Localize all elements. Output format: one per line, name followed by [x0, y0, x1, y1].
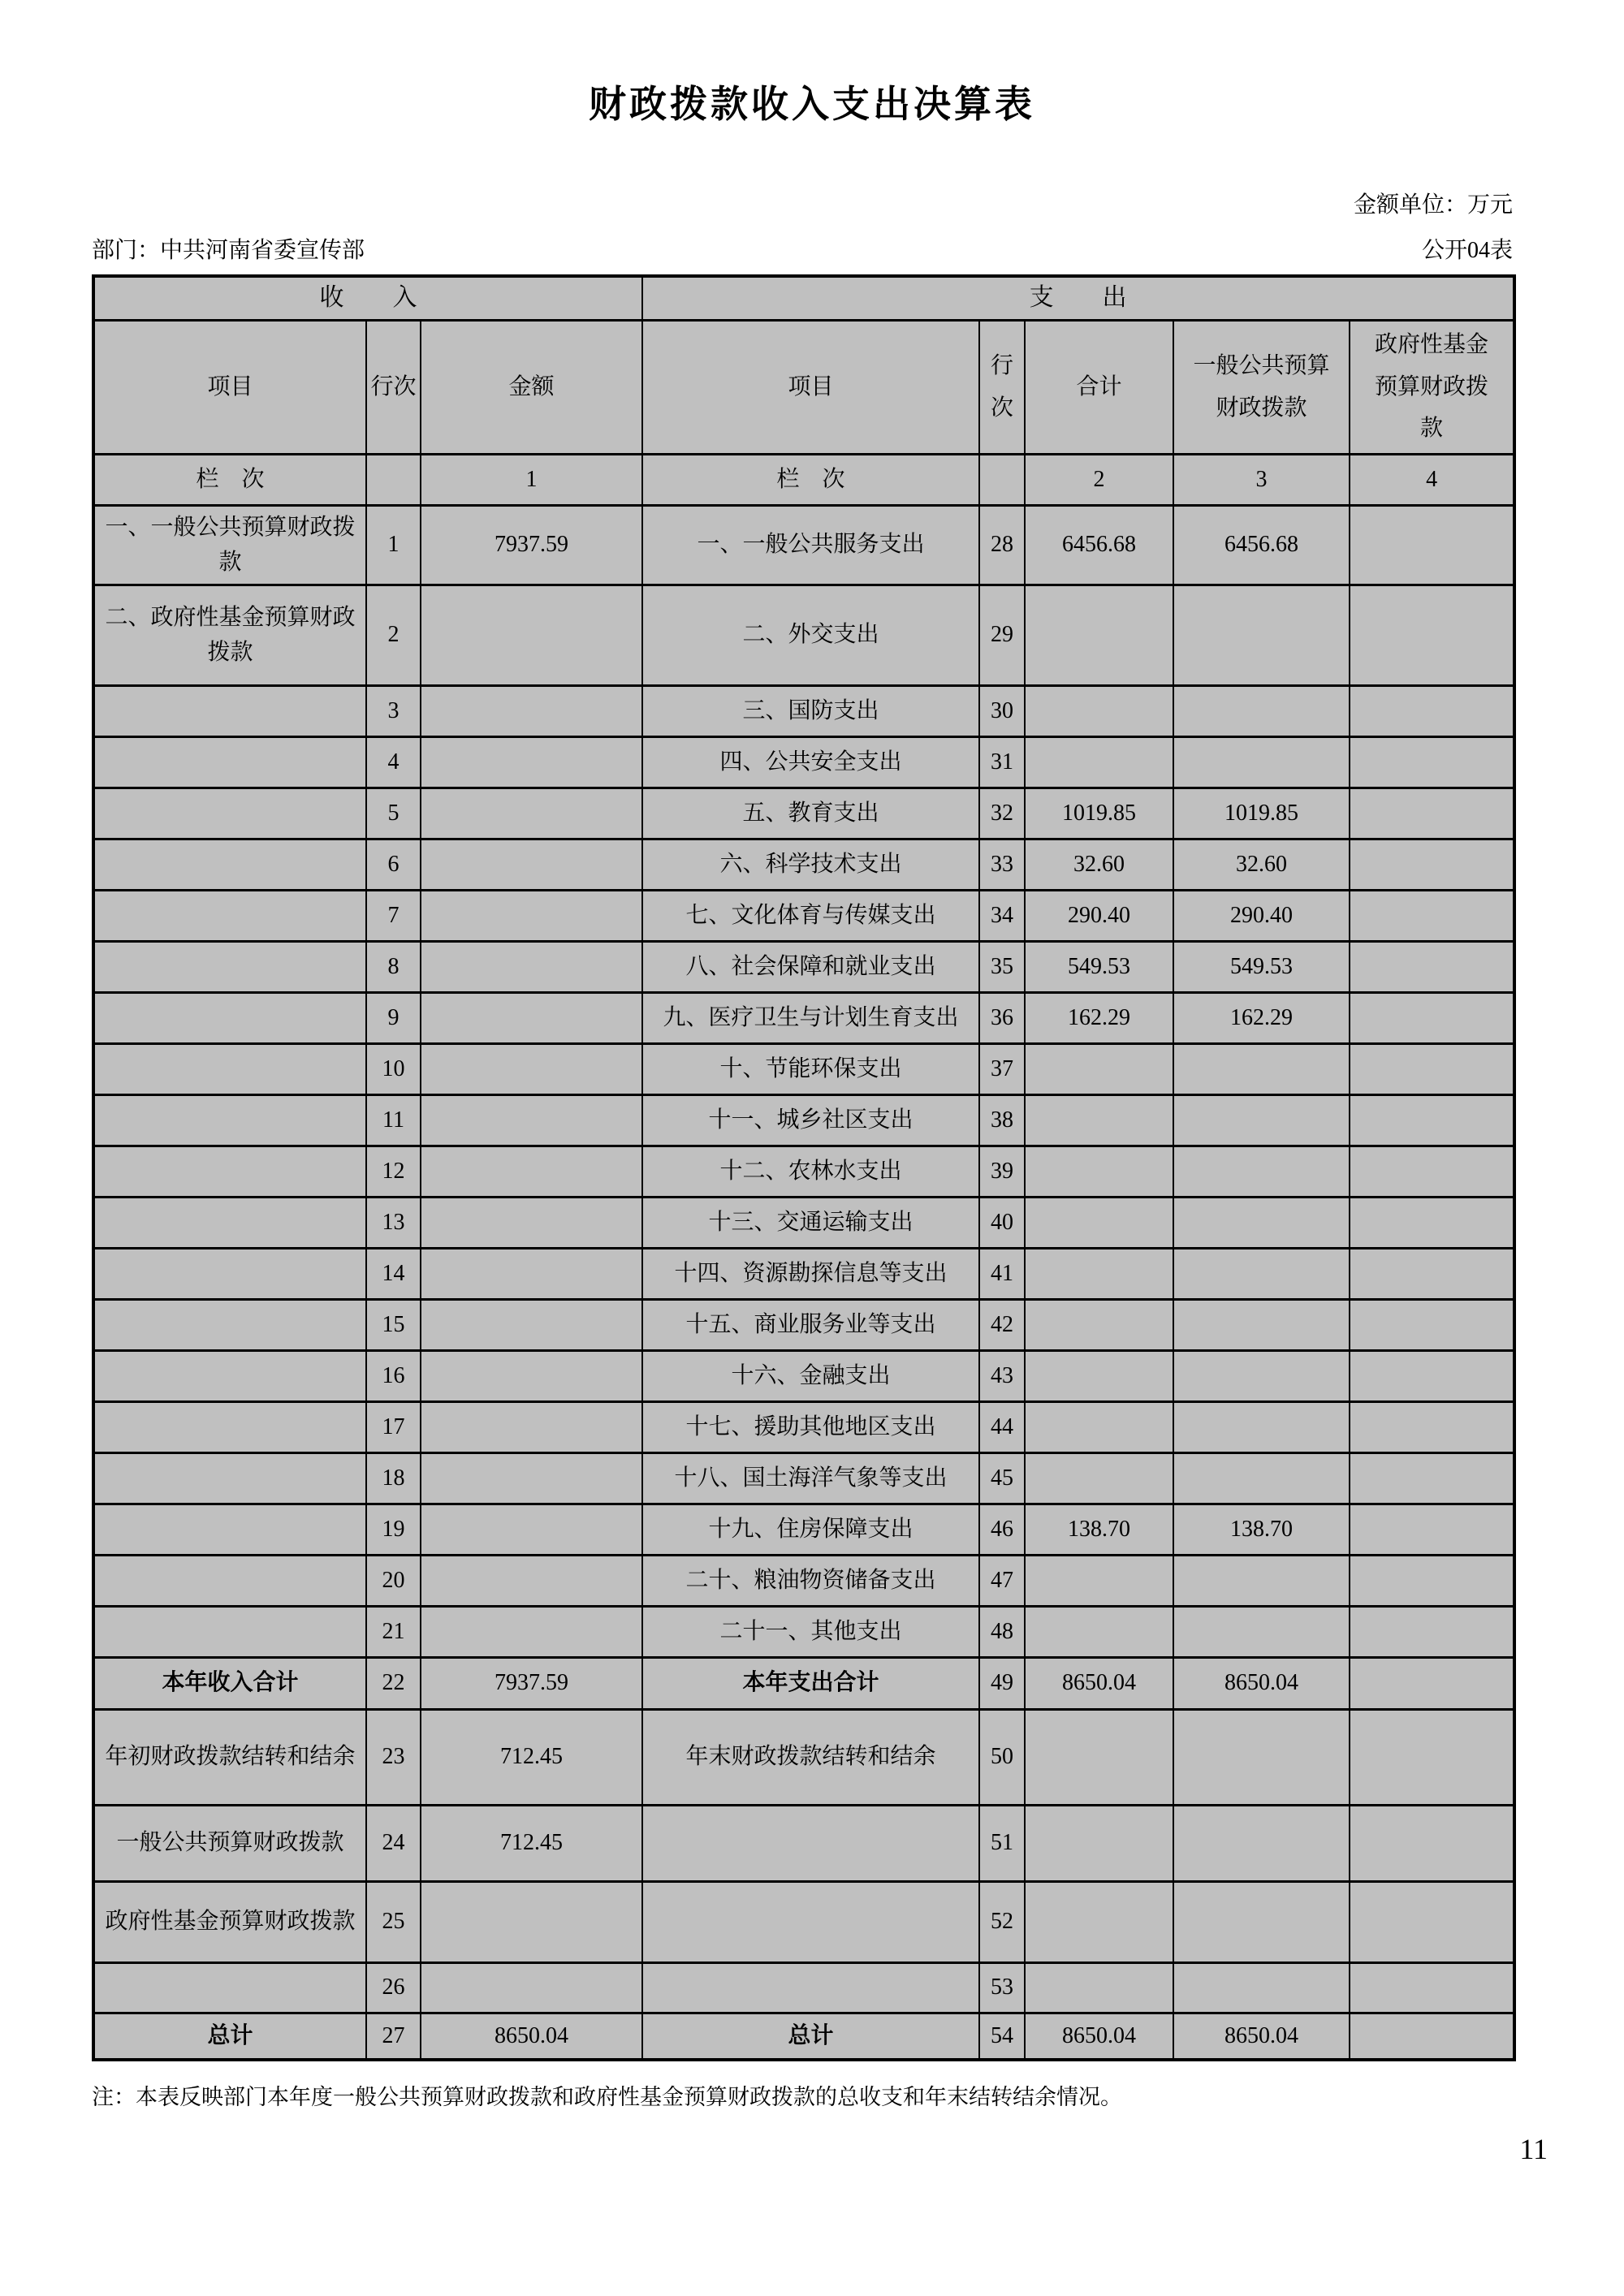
income-item-cell: [93, 1248, 366, 1299]
expense-item-cell: [642, 1805, 979, 1881]
income-rowno-cell: 11: [366, 1094, 421, 1146]
expense-fund-cell: [1350, 992, 1514, 1043]
income-amount-cell: [421, 1197, 642, 1248]
expense-general-cell: [1173, 1805, 1350, 1881]
income-item-cell: [93, 788, 366, 839]
income-amount-cell: [421, 1452, 642, 1504]
expense-rowno-cell: 42: [979, 1299, 1025, 1350]
expense-total-cell: [1025, 1350, 1173, 1401]
expense-fund-cell: [1350, 1248, 1514, 1299]
expense-rowno-cell: 47: [979, 1555, 1025, 1606]
income-rowno-cell: 13: [366, 1197, 421, 1248]
expense-rowno-cell: 38: [979, 1094, 1025, 1146]
table-row: [93, 1805, 1514, 1881]
expense-item-cell: 九、医疗卫生与计划生育支出: [642, 992, 979, 1043]
expense-fund-cell: [1350, 1805, 1514, 1881]
expense-general-cell: 1019.85: [1173, 788, 1350, 839]
expense-rowno-cell: 49: [979, 1657, 1025, 1709]
income-item-cell: [93, 1555, 366, 1606]
expense-total-cell: [1025, 736, 1173, 788]
expense-fund-cell: [1350, 585, 1514, 685]
income-section-header: 收 入: [93, 276, 642, 320]
income-item-header: 项目: [93, 320, 366, 454]
table-row: [93, 941, 1514, 992]
income-rowno-cell: 18: [366, 1452, 421, 1504]
income-rowno-cell: 19: [366, 1504, 421, 1555]
income-item-cell: [93, 1401, 366, 1452]
department-label: 部门：中共河南省委宣传部: [92, 238, 365, 263]
income-item-cell: [93, 1606, 366, 1657]
expense-general-cell: [1173, 585, 1350, 685]
expense-total-cell: [1025, 1452, 1173, 1504]
expense-rowno-cell: 40: [979, 1197, 1025, 1248]
expense-general-cell: [1173, 1146, 1350, 1197]
income-index-label: 栏 次: [93, 454, 366, 505]
page-number: 11: [1519, 2133, 1548, 2165]
expense-item-cell: 十一、城乡社区支出: [642, 1094, 979, 1146]
expense-total-cell: 8650.04: [1025, 1657, 1173, 1709]
expense-item-cell: 二十一、其他支出: [642, 1606, 979, 1657]
table-row: [93, 1146, 1514, 1197]
expense-general-cell: [1173, 1350, 1350, 1401]
income-rowno-cell: 3: [366, 685, 421, 736]
income-item-cell: [93, 1962, 366, 2013]
expense-item-cell: 本年支出合计: [642, 1657, 979, 1709]
income-rowno-cell: 1: [366, 505, 421, 585]
income-item-cell: 政府性基金预算财政拨款: [93, 1881, 366, 1962]
table-row: [93, 2013, 1514, 2060]
table-row: [93, 890, 1514, 941]
table-row: [93, 1657, 1514, 1709]
expense-total-cell: [1025, 1146, 1173, 1197]
income-item-cell: [93, 1350, 366, 1401]
expense-total-header: 合计: [1025, 320, 1173, 454]
expense-fund-cell: [1350, 505, 1514, 585]
table-row: [93, 1094, 1514, 1146]
income-item-cell: 一、一般公共预算财政拨款: [93, 505, 366, 585]
income-amount-cell: [421, 1094, 642, 1146]
expense-fund-cell: [1350, 1197, 1514, 1248]
expense-general-cell: 162.29: [1173, 992, 1350, 1043]
expense-general-cell: 8650.04: [1173, 1657, 1350, 1709]
income-item-cell: 二、政府性基金预算财政拨款: [93, 585, 366, 685]
section-header-row: [93, 276, 1514, 320]
expense-general-cell: [1173, 1094, 1350, 1146]
income-rowno-cell: 7: [366, 890, 421, 941]
income-item-cell: 年初财政拨款结转和结余: [93, 1709, 366, 1805]
expense-item-cell: 六、科学技术支出: [642, 839, 979, 890]
expense-total-cell: [1025, 1299, 1173, 1350]
expense-total-cell: [1025, 1094, 1173, 1146]
table-row: [93, 1555, 1514, 1606]
income-item-cell: 一般公共预算财政拨款: [93, 1805, 366, 1881]
expense-item-cell: 十七、援助其他地区支出: [642, 1401, 979, 1452]
income-item-cell: [93, 1452, 366, 1504]
expense-fund-cell: [1350, 1606, 1514, 1657]
expense-fund-cell: [1350, 788, 1514, 839]
expense-rowno-cell: 41: [979, 1248, 1025, 1299]
expense-rowno-header: 行次: [979, 320, 1025, 454]
expense-item-cell: 二十、粮油物资储备支出: [642, 1555, 979, 1606]
expense-general-cell: 8650.04: [1173, 2013, 1350, 2060]
income-item-cell: 总计: [93, 2013, 366, 2060]
expense-rowno-cell: 51: [979, 1805, 1025, 1881]
expense-total-cell: 138.70: [1025, 1504, 1173, 1555]
income-amount-cell: [421, 585, 642, 685]
expense-total-cell: 290.40: [1025, 890, 1173, 941]
expense-fund-cell: [1350, 1401, 1514, 1452]
expense-general-cell: [1173, 1197, 1350, 1248]
expense-item-cell: 七、文化体育与传媒支出: [642, 890, 979, 941]
expense-total-cell: 6456.68: [1025, 505, 1173, 585]
expense-rowno-cell: 28: [979, 505, 1025, 585]
income-rowno-cell: 5: [366, 788, 421, 839]
expense-total-cell: [1025, 1709, 1173, 1805]
expense-item-cell: 十五、商业服务业等支出: [642, 1299, 979, 1350]
expense-general-cell: [1173, 1248, 1350, 1299]
income-item-cell: [93, 1197, 366, 1248]
income-amount-cell: [421, 1555, 642, 1606]
expense-fund-cell: [1350, 1350, 1514, 1401]
expense-general-header: 一般公共预算财政拨款: [1173, 320, 1350, 454]
expense-rowno-cell: 31: [979, 736, 1025, 788]
expense-item-cell: 一、一般公共服务支出: [642, 505, 979, 585]
expense-rowno-cell: 39: [979, 1146, 1025, 1197]
expense-general-cell: [1173, 1606, 1350, 1657]
table-row: [93, 1197, 1514, 1248]
income-amount-cell: [421, 1606, 642, 1657]
expense-fund-cell: [1350, 1094, 1514, 1146]
income-item-cell: [93, 890, 366, 941]
expense-rowno-cell: 33: [979, 839, 1025, 890]
expense-fund-cell: [1350, 685, 1514, 736]
expense-item-cell: 八、社会保障和就业支出: [642, 941, 979, 992]
table-row: [93, 1504, 1514, 1555]
expense-total-cell: 162.29: [1025, 992, 1173, 1043]
income-item-cell: [93, 1043, 366, 1094]
expense-general-cell: [1173, 1452, 1350, 1504]
expense-fund-cell: [1350, 1881, 1514, 1962]
income-amount-cell: [421, 788, 642, 839]
income-rowno-cell: 20: [366, 1555, 421, 1606]
income-rowno-cell: 15: [366, 1299, 421, 1350]
expense-general-cell: [1173, 1043, 1350, 1094]
expense-item-cell: 十九、住房保障支出: [642, 1504, 979, 1555]
income-amount-cell: 7937.59: [421, 1657, 642, 1709]
expense-item-cell: 十八、国土海洋气象等支出: [642, 1452, 979, 1504]
expense-index-label: 栏 次: [642, 454, 979, 505]
expense-general-cell: 549.53: [1173, 941, 1350, 992]
expense-fund-cell: [1350, 890, 1514, 941]
expense-general-cell: [1173, 736, 1350, 788]
income-amount-cell: [421, 1043, 642, 1094]
income-rowno-cell: 26: [366, 1962, 421, 2013]
table-row: [93, 1452, 1514, 1504]
expense-item-cell: 十四、资源勘探信息等支出: [642, 1248, 979, 1299]
expense-total-cell: [1025, 1881, 1173, 1962]
expense-fund-cell: [1350, 1146, 1514, 1197]
expense-rowno-cell: 32: [979, 788, 1025, 839]
expense-rowno-cell: 34: [979, 890, 1025, 941]
expense-total-cell: [1025, 1805, 1173, 1881]
expense-rowno-cell: 52: [979, 1881, 1025, 1962]
expense-item-cell: 总计: [642, 2013, 979, 2060]
expense-fund-cell: [1350, 1299, 1514, 1350]
income-amount-cell: [421, 1504, 642, 1555]
income-rowno-index: [366, 454, 421, 505]
expense-general-cell: [1173, 1555, 1350, 1606]
table-row: [93, 1606, 1514, 1657]
income-rowno-header: 行次: [366, 320, 421, 454]
income-rowno-cell: 12: [366, 1146, 421, 1197]
income-amount-header: 金额: [421, 320, 642, 454]
expense-general-cell: [1173, 1709, 1350, 1805]
expense-item-cell: 十、节能环保支出: [642, 1043, 979, 1094]
income-rowno-cell: 22: [366, 1657, 421, 1709]
expense-general-cell: [1173, 1401, 1350, 1452]
income-rowno-cell: 10: [366, 1043, 421, 1094]
expense-fund-header: 政府性基金预算财政拨款: [1350, 320, 1514, 454]
expense-fund-cell: [1350, 1504, 1514, 1555]
budget-table: [92, 274, 1516, 2061]
expense-rowno-cell: 29: [979, 585, 1025, 685]
table-row: [93, 1709, 1514, 1805]
income-amount-cell: [421, 890, 642, 941]
income-rowno-cell: 24: [366, 1805, 421, 1881]
expense-rowno-cell: 44: [979, 1401, 1025, 1452]
expense-rowno-cell: 35: [979, 941, 1025, 992]
table-row: [93, 1248, 1514, 1299]
income-amount-cell: [421, 1248, 642, 1299]
expense-item-cell: 十六、金融支出: [642, 1350, 979, 1401]
unit-note: 金额单位：万元: [1353, 192, 1513, 218]
income-amount-cell: [421, 1350, 642, 1401]
income-rowno-cell: 2: [366, 585, 421, 685]
column-index-row: [93, 454, 1514, 505]
expense-item-cell: 二、外交支出: [642, 585, 979, 685]
expense-total-cell: [1025, 1401, 1173, 1452]
form-code: 公开04表: [1421, 238, 1513, 263]
expense-total-cell: [1025, 1962, 1173, 2013]
income-amount-cell: [421, 685, 642, 736]
expense-rowno-cell: 50: [979, 1709, 1025, 1805]
expense-general-cell: [1173, 1881, 1350, 1962]
expense-item-cell: 四、公共安全支出: [642, 736, 979, 788]
expense-general-cell: [1173, 1962, 1350, 2013]
income-amount-cell: 712.45: [421, 1805, 642, 1881]
expense-item-cell: 年末财政拨款结转和结余: [642, 1709, 979, 1805]
income-rowno-cell: 9: [366, 992, 421, 1043]
expense-fund-cell: [1350, 1709, 1514, 1805]
expense-total-cell: 1019.85: [1025, 788, 1173, 839]
column-header-row: [93, 320, 1514, 454]
table-row: [93, 839, 1514, 890]
expense-total-index: 2: [1025, 454, 1173, 505]
expense-total-cell: [1025, 1043, 1173, 1094]
income-item-cell: 本年收入合计: [93, 1657, 366, 1709]
income-rowno-cell: 17: [366, 1401, 421, 1452]
income-amount-cell: [421, 1299, 642, 1350]
income-amount-cell: [421, 1146, 642, 1197]
expense-fund-cell: [1350, 2013, 1514, 2060]
expense-fund-cell: [1350, 1555, 1514, 1606]
income-item-cell: [93, 1146, 366, 1197]
table-row: [93, 1043, 1514, 1094]
expense-fund-cell: [1350, 1452, 1514, 1504]
table-row: [93, 685, 1514, 736]
expense-item-cell: 十二、农林水支出: [642, 1146, 979, 1197]
expense-fund-cell: [1350, 941, 1514, 992]
expense-rowno-cell: 30: [979, 685, 1025, 736]
expense-rowno-cell: 54: [979, 2013, 1025, 2060]
income-amount-cell: 8650.04: [421, 2013, 642, 2060]
income-item-cell: [93, 1504, 366, 1555]
expense-item-cell: [642, 1881, 979, 1962]
income-item-cell: [93, 1299, 366, 1350]
expense-general-cell: [1173, 685, 1350, 736]
expense-item-cell: 五、教育支出: [642, 788, 979, 839]
table-row: [93, 1401, 1514, 1452]
page-title: 财政拨款收入支出决算表: [589, 84, 1035, 125]
expense-general-cell: 290.40: [1173, 890, 1350, 941]
income-item-cell: [93, 839, 366, 890]
income-item-cell: [93, 1094, 366, 1146]
income-amount-cell: [421, 941, 642, 992]
income-amount-cell: [421, 1962, 642, 2013]
income-item-cell: [93, 941, 366, 992]
expense-rowno-cell: 53: [979, 1962, 1025, 2013]
expense-rowno-cell: 43: [979, 1350, 1025, 1401]
expense-fund-cell: [1350, 839, 1514, 890]
income-rowno-cell: 25: [366, 1881, 421, 1962]
table-row: [93, 1350, 1514, 1401]
expense-item-cell: [642, 1962, 979, 2013]
expense-item-header: 项目: [642, 320, 979, 454]
expense-total-cell: [1025, 585, 1173, 685]
table-row: [93, 788, 1514, 839]
income-amount-cell: [421, 736, 642, 788]
expense-general-cell: 138.70: [1173, 1504, 1350, 1555]
expense-general-cell: 6456.68: [1173, 505, 1350, 585]
expense-item-cell: 十三、交通运输支出: [642, 1197, 979, 1248]
income-rowno-cell: 27: [366, 2013, 421, 2060]
income-amount-cell: 712.45: [421, 1709, 642, 1805]
expense-fund-index: 4: [1350, 454, 1514, 505]
income-item-cell: [93, 992, 366, 1043]
table-row: [93, 1881, 1514, 1962]
income-amount-cell: [421, 992, 642, 1043]
expense-rowno-cell: 45: [979, 1452, 1025, 1504]
expense-total-cell: [1025, 685, 1173, 736]
expense-total-cell: 549.53: [1025, 941, 1173, 992]
expense-fund-cell: [1350, 1657, 1514, 1709]
expense-total-cell: [1025, 1197, 1173, 1248]
income-rowno-cell: 6: [366, 839, 421, 890]
expense-rowno-index: [979, 454, 1025, 505]
income-rowno-cell: 8: [366, 941, 421, 992]
income-item-cell: [93, 736, 366, 788]
expense-section-header: 支 出: [642, 276, 1514, 320]
expense-general-cell: 32.60: [1173, 839, 1350, 890]
table-row: [93, 992, 1514, 1043]
expense-rowno-cell: 37: [979, 1043, 1025, 1094]
income-rowno-cell: 23: [366, 1709, 421, 1805]
table-body: [93, 505, 1514, 2060]
table-row: [93, 585, 1514, 685]
expense-total-cell: [1025, 1555, 1173, 1606]
expense-general-index: 3: [1173, 454, 1350, 505]
expense-total-cell: 32.60: [1025, 839, 1173, 890]
expense-rowno-cell: 36: [979, 992, 1025, 1043]
table-row: [93, 505, 1514, 585]
table-row: [93, 1962, 1514, 2013]
income-amount-index: 1: [421, 454, 642, 505]
expense-total-cell: [1025, 1606, 1173, 1657]
income-amount-cell: [421, 1881, 642, 1962]
income-rowno-cell: 21: [366, 1606, 421, 1657]
expense-fund-cell: [1350, 736, 1514, 788]
income-rowno-cell: 4: [366, 736, 421, 788]
expense-item-cell: 三、国防支出: [642, 685, 979, 736]
income-amount-cell: 7937.59: [421, 505, 642, 585]
income-item-cell: [93, 685, 366, 736]
expense-total-cell: [1025, 1248, 1173, 1299]
expense-fund-cell: [1350, 1043, 1514, 1094]
table-row: [93, 1299, 1514, 1350]
table-row: [93, 736, 1514, 788]
income-amount-cell: [421, 1401, 642, 1452]
meta-line: [92, 232, 1513, 265]
income-rowno-cell: 14: [366, 1248, 421, 1299]
footnote: 注：本表反映部门本年度一般公共预算财政拨款和政府性基金预算财政拨款的总收支和年末结转结余情况。: [92, 2085, 1122, 2109]
expense-fund-cell: [1350, 1962, 1514, 2013]
expense-rowno-cell: 48: [979, 1606, 1025, 1657]
expense-total-cell: 8650.04: [1025, 2013, 1173, 2060]
income-rowno-cell: 16: [366, 1350, 421, 1401]
expense-rowno-cell: 46: [979, 1504, 1025, 1555]
expense-general-cell: [1173, 1299, 1350, 1350]
income-amount-cell: [421, 839, 642, 890]
